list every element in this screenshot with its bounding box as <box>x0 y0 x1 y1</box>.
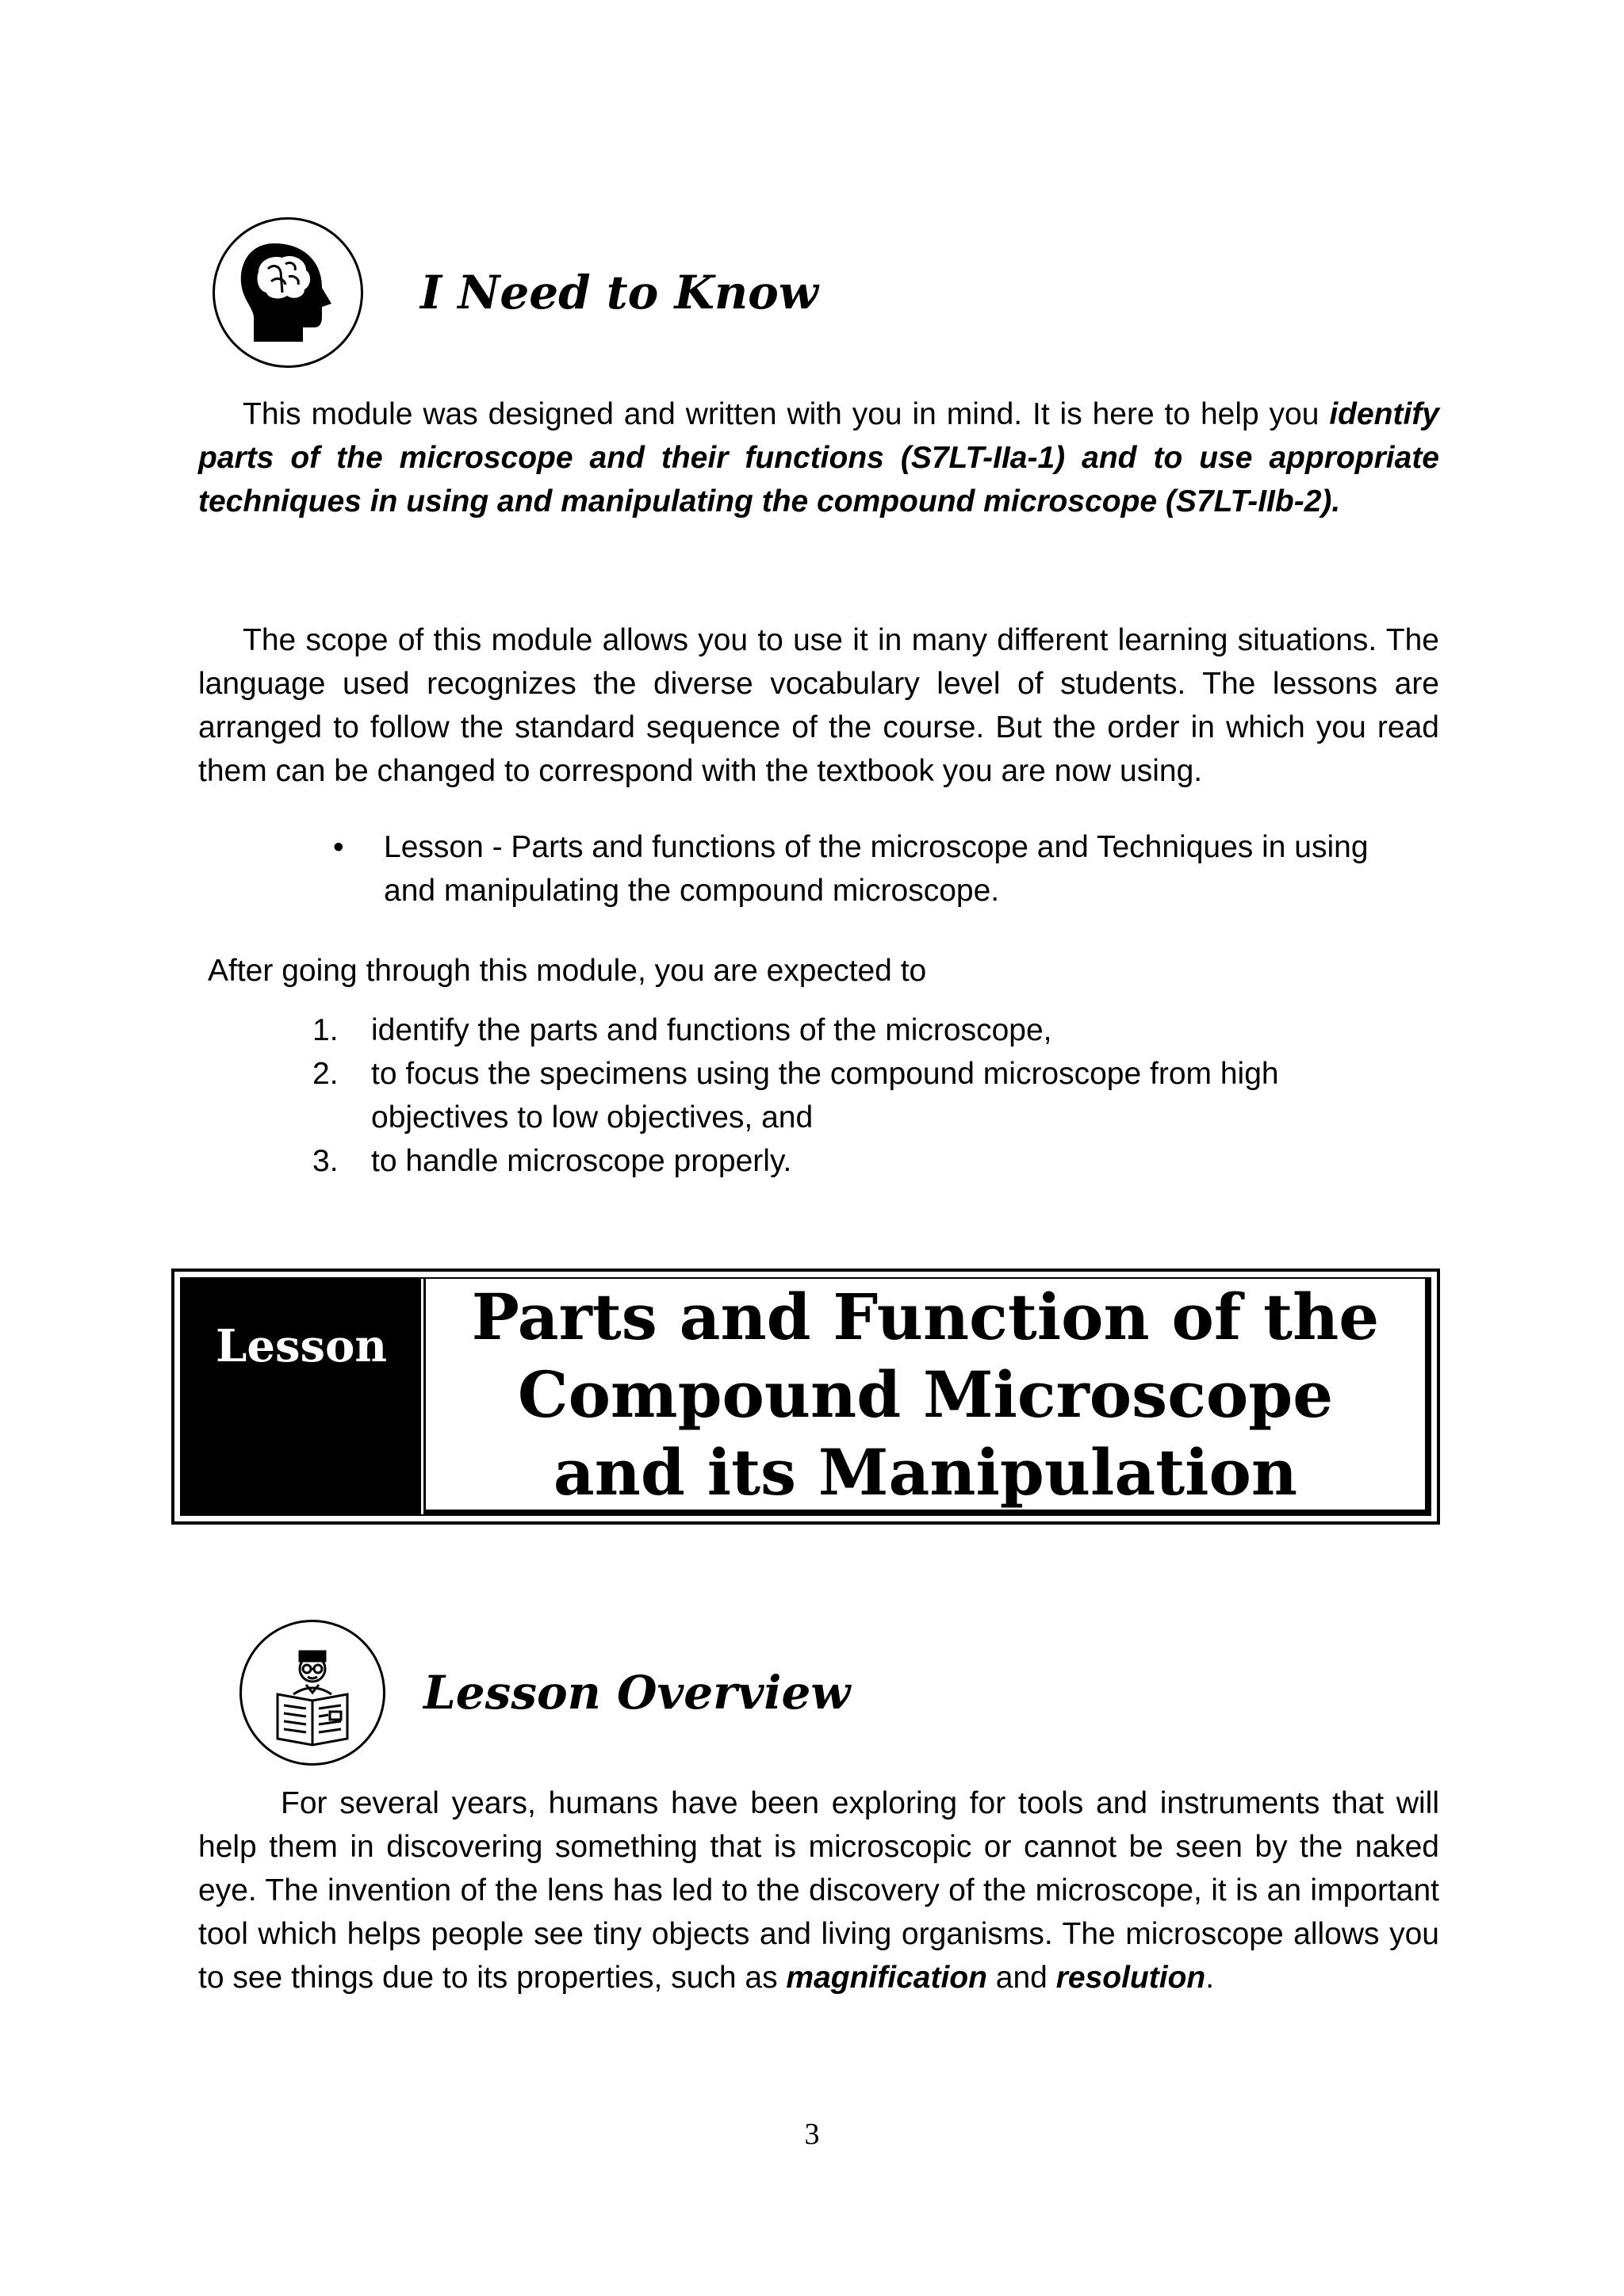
overview-text: For several years, humans have been exploring for tools and instruments that will help them in discovering something that is microscopic or cannot be seen by the naked eye. The invention of the lens has led to the discovery of the microscope, it is an important tool which helps people see tiny objects and living organisms. The microscope allows you to see things due to its properties, such as <box>198 1786 1439 1995</box>
list-number: 1. <box>312 1013 339 1047</box>
list-text: to handle microscope properly. <box>371 1144 792 1178</box>
expectations-list <box>301 1008 1411 1183</box>
lesson-label: Lesson <box>182 1279 423 1514</box>
term-resolution: resolution <box>1055 1961 1206 1995</box>
overview-text-connector: and <box>986 1961 1056 1995</box>
lesson-overview-title: Lesson Overview <box>423 1666 851 1720</box>
page-number: 3 <box>804 2118 820 2151</box>
lesson-banner-frame <box>180 1277 1431 1516</box>
list-number: 2. <box>312 1057 339 1091</box>
term-magnification: magnification <box>786 1961 987 1995</box>
expectations-lead: After going through this module, you are expected to <box>208 954 927 988</box>
student-reading-icon <box>239 1620 385 1766</box>
list-item <box>301 1052 1411 1139</box>
list-text: to focus the specimens using the compound microscope from high objectives to low objectives, and <box>371 1057 1279 1135</box>
intro-competencies: identify parts of the microscope and their functions (S7LT-IIa-1) and to use appropriate techniques in using and manipulating the compound microscope (S7LT-IIb-2). <box>198 397 1439 519</box>
intro-paragraph-1 <box>198 392 1439 523</box>
overview-paragraph <box>198 1781 1439 1999</box>
list-item: • Lesson - Parts and functions of the microscope and Techniques in using and manipulating the compound microscope. <box>333 825 1427 913</box>
list-item <box>301 1008 1411 1052</box>
lesson-banner <box>171 1269 1440 1525</box>
list-item <box>301 1139 1411 1183</box>
list-text: identify the parts and functions of the microscope, <box>371 1013 1052 1047</box>
need-to-know-heading <box>213 217 818 368</box>
intro-paragraph-1-text: This module was designed and written with you in mind. It is here to help you <box>243 397 1330 431</box>
overview-text-end: . <box>1205 1961 1215 1995</box>
lesson-overview-heading <box>239 1620 850 1766</box>
intro-paragraph-2: The scope of this module allows you to use it in many different learning situations. The language used recognizes the diverse vocabulary level of students. The lessons are arranged to follow the standard sequence of the course. But the order in which you read them can be changed to correspond with the textbook you are now using. <box>198 623 1439 788</box>
lesson-bullet-list <box>333 825 1427 913</box>
lesson-title: Parts and Function of the Compound Microscope and its Manipulation <box>423 1279 1430 1514</box>
list-number: 3. <box>312 1144 339 1178</box>
brain-head-icon <box>213 217 363 368</box>
need-to-know-title: I Need to Know <box>420 266 818 320</box>
